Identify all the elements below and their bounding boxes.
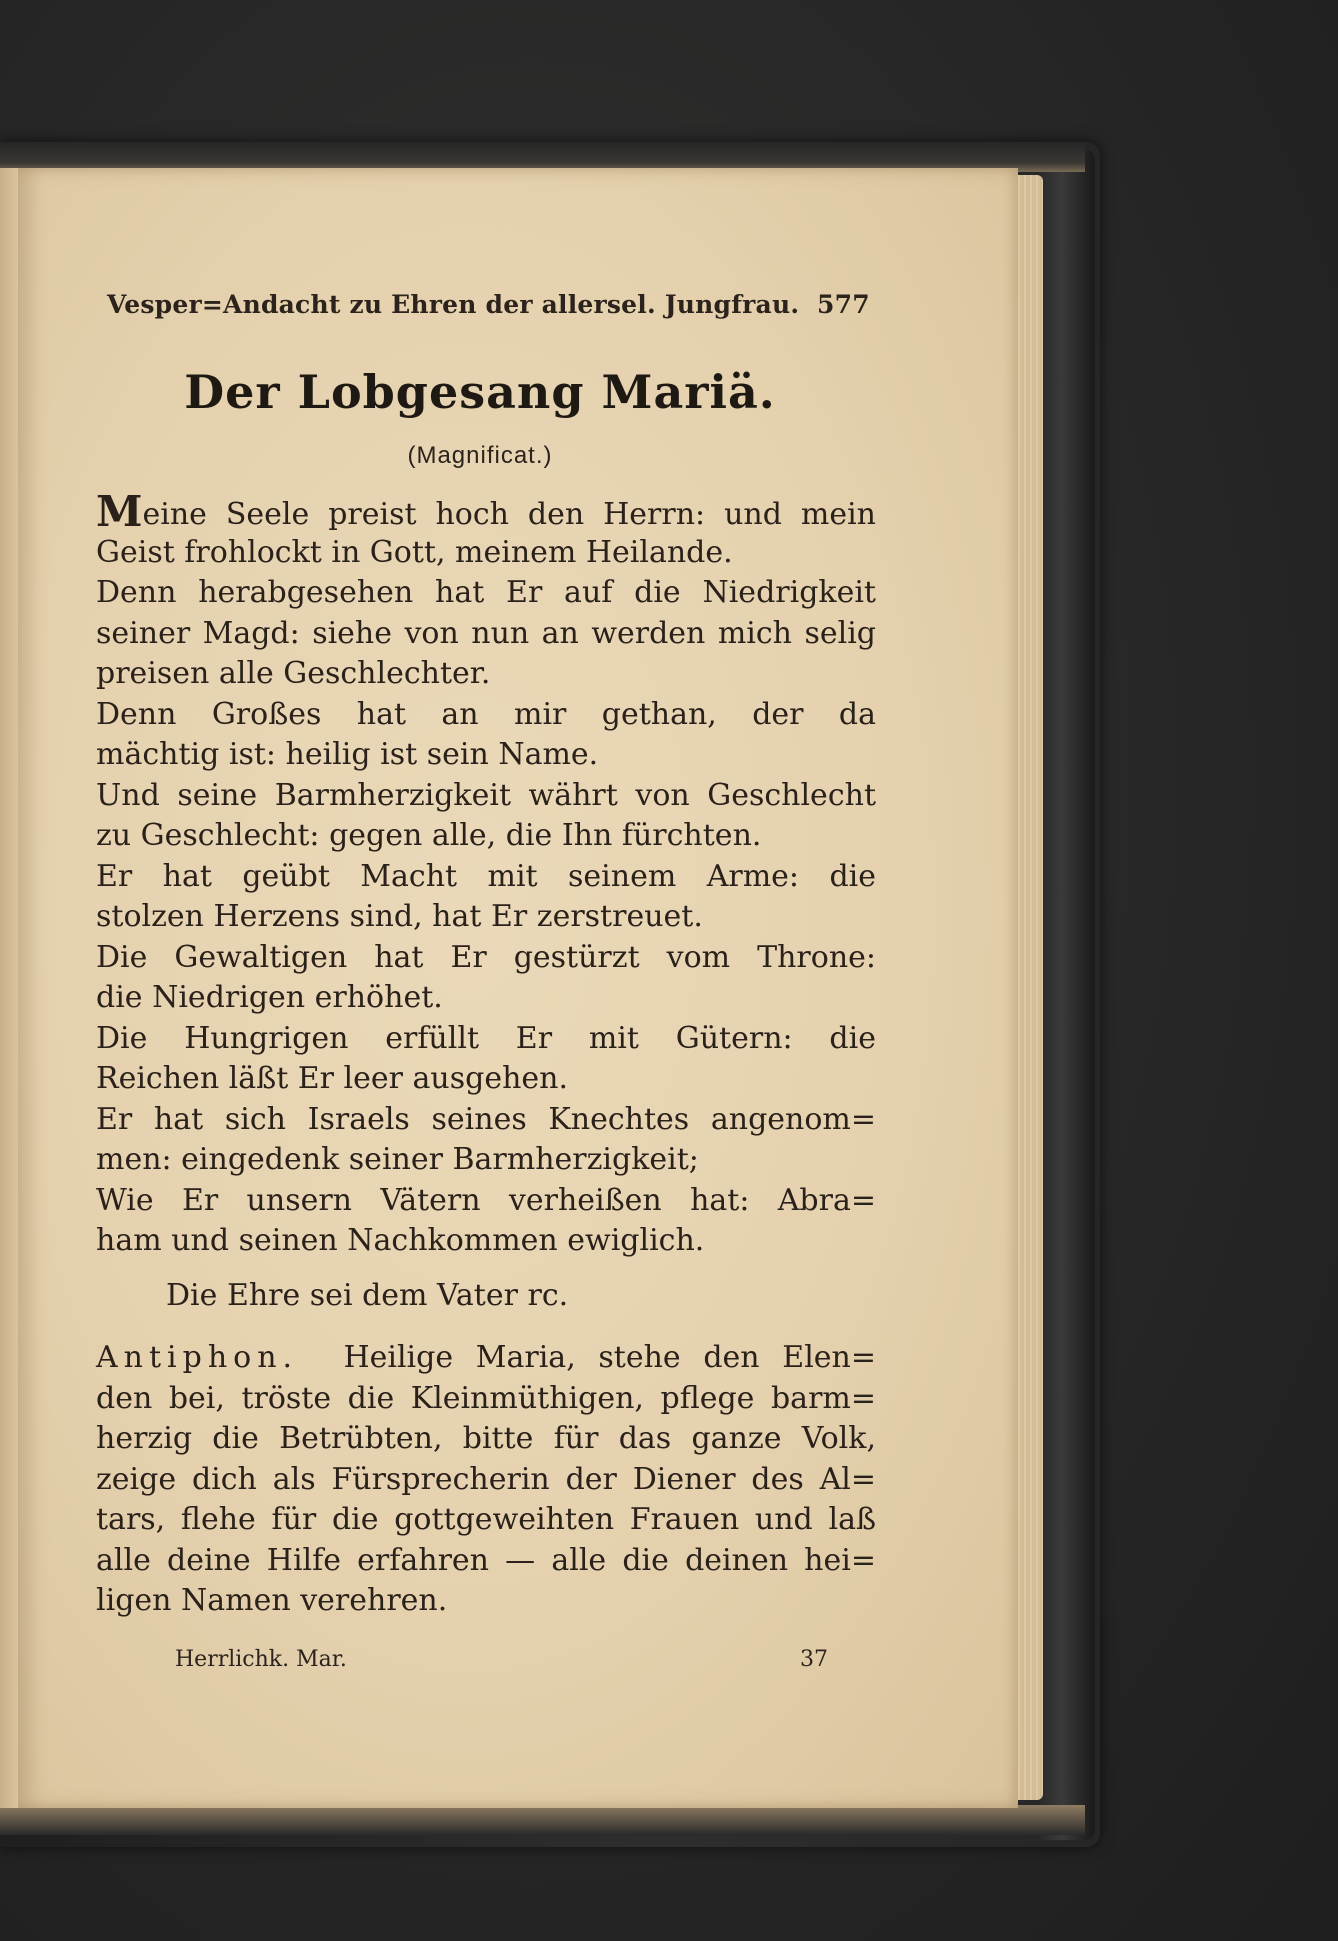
drop-initial: M xyxy=(96,487,143,536)
verse-line: Die Hungrigen erfüllt Er mit Gütern: die xyxy=(96,1020,876,1056)
verse-line: Denn herabgesehen hat Er auf die Niedrigkeit xyxy=(96,575,876,610)
antiphon-line: tars, flehe für die gottgeweihten Frauen und laß xyxy=(96,1502,876,1537)
verse-line: Denn Großes hat an mir gethan, der da xyxy=(96,696,876,732)
running-head xyxy=(107,290,870,334)
doxology: Die Ehre sei dem Vater rc. xyxy=(166,1277,569,1313)
verse-line: Wie Er unsern Vätern verheißen hat: Abra= xyxy=(96,1182,876,1218)
text-line xyxy=(96,1338,876,1379)
body-text xyxy=(96,487,876,1622)
antiphon-line: den bei, tröste die Kleinmüthigen, pflege barm= xyxy=(96,1380,876,1416)
sheet-number: 37 xyxy=(800,1647,828,1672)
verse-line: stolzen Herzens sind, hat Er zerstreuet. xyxy=(96,899,703,934)
antiphon-line: Heilige Maria, stehe den Elen= xyxy=(343,1340,876,1375)
verse-line: mächtig ist: heilig ist sein Name. xyxy=(96,737,599,772)
book-cover-edge xyxy=(1040,150,1095,1840)
page-number: 577 xyxy=(817,290,870,319)
verse-line: Reichen läßt Er leer ausgehen. xyxy=(96,1061,569,1096)
antiphon-label: Antiphon. xyxy=(96,1340,299,1375)
verse-line: eine Seele preist hoch den Herrn: und mein xyxy=(142,497,876,532)
antiphon-line: herzig die Betrübten, bitte für das ganze Volk, xyxy=(96,1421,876,1456)
verse-line: preisen alle Geschlechter. xyxy=(96,656,491,691)
page-footer xyxy=(175,1647,835,1681)
verse-line: Die Gewaltigen hat Er gestürzt vom Throne: xyxy=(96,939,876,975)
text-line xyxy=(96,487,876,536)
page-subtitle: (Magnificat.) xyxy=(407,442,553,469)
page-title: Der Lobgesang Mariä. xyxy=(184,365,776,419)
verse-line: Geist frohlockt in Gott, meinem Heilande. xyxy=(96,534,733,570)
antiphon-line: alle deine Hilfe erfahren — alle die deinen hei= xyxy=(96,1542,876,1578)
verse-line: Und seine Barmherzigkeit währt von Geschlecht xyxy=(96,777,876,813)
antiphon-line: ligen Namen verehren. xyxy=(96,1583,448,1618)
book-bottom-edge xyxy=(0,1805,1085,1835)
verse-line: ham und seinen Nachkommen ewiglich. xyxy=(96,1223,705,1258)
signature-mark: Herrlichk. Mar. xyxy=(175,1647,347,1672)
running-head-text: Vesper=Andacht zu Ehren der allersel. Jungfrau. xyxy=(107,290,800,319)
antiphon-line: zeige dich als Fürsprecherin der Diener des Al= xyxy=(96,1461,876,1497)
verse-line: men: eingedenk seiner Barmherzigkeit; xyxy=(96,1142,699,1177)
verse-line: Er hat geübt Macht mit seinem Arme: die xyxy=(96,858,876,894)
verse-line: seiner Magd: siehe von nun an werden mich selig xyxy=(96,615,876,651)
verse-line: die Niedrigen erhöhet. xyxy=(96,980,443,1015)
verse-line: zu Geschlecht: gegen alle, die Ihn fürchten. xyxy=(96,818,762,853)
verse-line: Er hat sich Israels seines Knechtes angenom= xyxy=(96,1101,876,1137)
